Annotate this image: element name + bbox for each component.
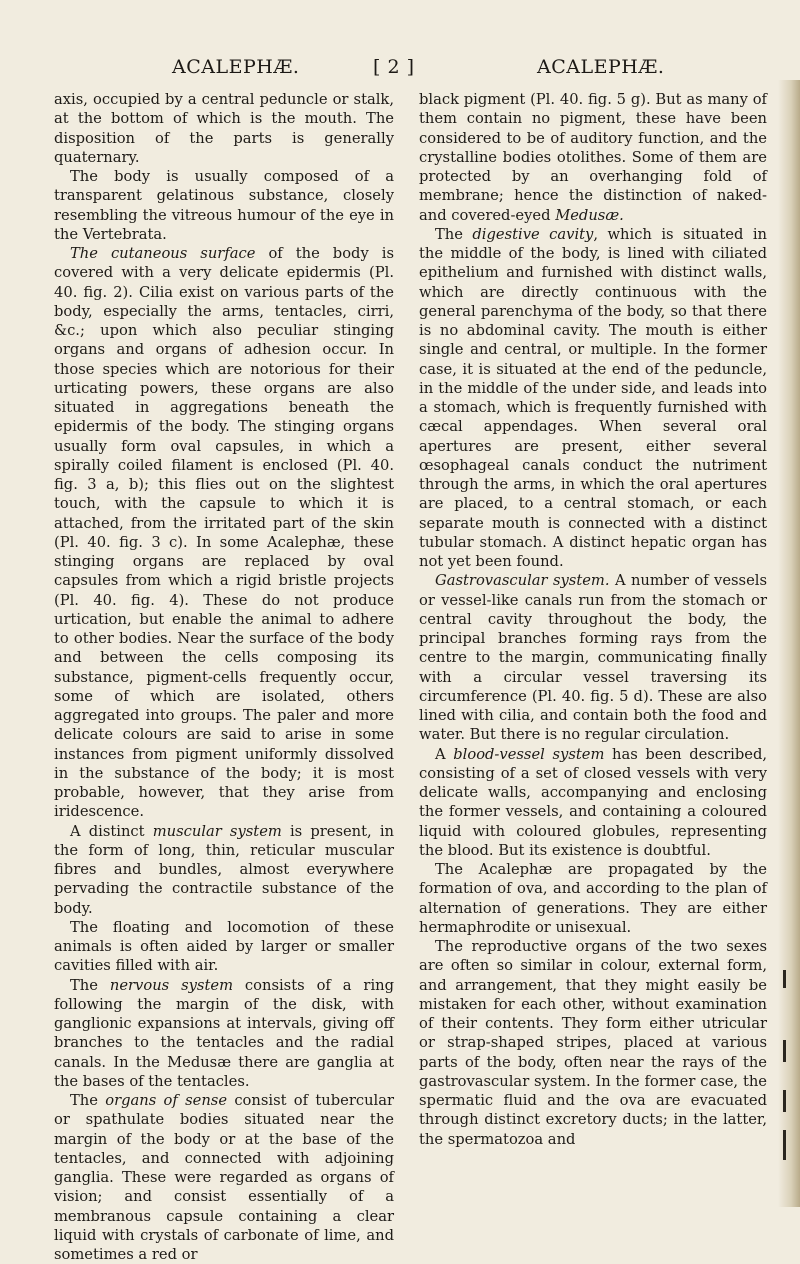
section-term: organs of sense <box>105 1092 228 1109</box>
paragraph-text: The <box>435 225 473 243</box>
section-term: digestive cavity <box>472 225 594 243</box>
page-number: [ 2 ] <box>373 56 415 78</box>
section-term: nervous system <box>109 976 233 994</box>
paragraph <box>419 225 767 572</box>
paragraph <box>54 1091 394 1264</box>
paragraph <box>419 90 767 225</box>
page-edge-mark <box>783 970 786 988</box>
section-term: The cutaneous surface <box>70 245 256 262</box>
paragraph-text: has been described, consisting of a set of closed vessels with very delicate walls, accompanying and enclosing the former vessels, and containing a coloured liquid with coloured globules, representing the blood. But its existence is doubtful. <box>419 745 768 859</box>
right-column <box>419 90 767 1149</box>
paragraph <box>54 822 394 918</box>
paragraph <box>419 745 767 861</box>
paragraph-text: is present, in the form of long, thin, reticular muscular fibres and bundles, almost everywhere pervading the contractile substance of the body. <box>54 822 394 917</box>
paragraph <box>54 976 394 1092</box>
left-column <box>54 90 394 1264</box>
page-edge-shadow <box>778 80 800 1207</box>
paragraph: The reproductive organs of the two sexes are often so similar in colour, external form, and arrangement, that they might easily be mistaken for each other, without examination of their contents. They form either utricular or strap-shaped stripes, placed at various parts of the body, often near the rays of the gastrovascular system. In the former case, the spermatic fluid and the ova are evacuated through distinct excretory ducts; in the latter, the spermatozoa and <box>419 938 767 1148</box>
paragraph <box>419 571 767 744</box>
paragraph-text: A number of vessels or vessel-like canals run from the stomach or central cavity throughout the body, the principal branches forming rays from the centre to the margin, communicating finally with a circular vessel traversing its circumference (Pl. 40. fig. 5 d). These are also lined with cilia, and contain both the food and water. But there is no regular circulation. <box>419 572 768 744</box>
running-header <box>0 56 800 88</box>
paragraph <box>54 244 394 822</box>
paragraph-text: A distinct <box>70 822 153 840</box>
paragraph-text: consists of a ring following the margin of the disk, with ganglionic expansions at intervals, giving off branches to the tentacles and the radial canals. In the Medusæ there are ganglia at the bases of the tentacles. <box>54 976 395 1090</box>
section-term: muscular system <box>152 822 282 840</box>
page-edge-mark <box>783 1040 786 1062</box>
page-edge-mark <box>783 1130 786 1160</box>
paragraph-text: A <box>435 745 454 763</box>
paragraph-text: consist of tubercular or spathulate bodies situated near the margin of the body or at the base of the tentacles, and connected with adjoining ganglia. These were regarded as organs of vision; and consist essentially of a membranous capsule containing a clear liquid with crystals of carbonate of lime, and sometimes a red or <box>54 1092 394 1263</box>
header-right-title: ACALEPHÆ. <box>537 56 665 78</box>
section-term: blood-vessel system <box>453 745 605 763</box>
section-term: Gastrovascular system. <box>435 572 610 590</box>
paragraph: The Acalephæ are propagated by the formation of ova, and according to the plan of alternation of generations. They are either hermaphrodite or unisexual. <box>419 861 767 936</box>
paragraph-text: , which is situated in the middle of the body, is lined with ciliated epithelium and furnished with distinct walls, which are directly continuous with the general parenchyma of the body, so that there is no abdominal cavity. The mouth is either single and central, or multiple. In the former case, it is situated at the end of the peduncle, in the middle of the under side, and leads into a stomach, which is frequently furnished with cæcal appendages. When several oral apertures are present, either several œsophageal canals conduct the nutriment through the arms, in which the oral apertures are placed, to a central stomach, or each separate mouth is connected with a distinct tubular stomach. A distinct hepatic organ has not yet been found. <box>419 225 767 570</box>
paragraph-text: of the body is covered with a very delicate epidermis (Pl. 40. fig. 2). Cilia exist on various parts of the body, especially the arms, tentacles, cirri, &c.; upon which also peculiar stinging organs and organs of adhesion occur. In those species which are notorious for their urticating powers, these organs are also situated in aggregations beneath the epidermis of the body. The stinging organs usually form oval capsules, in which a spirally coiled filament is enclosed (Pl. 40. fig. 3 a, b); this flies out on the slightest touch, with the capsule to which it is attached, from the irritated part of the skin (Pl. 40. fig. 3 c). In some Acalephæ, these stinging organs are replaced by oval capsules from which a rigid bristle projects (Pl. 40. fig. 4). These do not produce urtication, but enable the animal to adhere to other bodies. Near the surface of the body and between the cells composing its substance, pigment-cells frequently occur, some of which are isolated, others aggregated into groups. The paler and more delicate colours are said to arise in some instances from pigment uniformly dissolved in the substance of the body; it is most probable, however, that they arise from iridescence. <box>54 245 394 821</box>
section-term: Medusæ. <box>555 206 624 224</box>
paragraph: The body is usually composed of a transparent gelatinous substance, closely resembling the vitreous humour of the eye in the Vertebrata. <box>54 168 394 243</box>
paragraph-text: The <box>70 1092 106 1109</box>
header-left-title: ACALEPHÆ. <box>172 56 300 78</box>
paragraph: axis, occupied by a central peduncle or stalk, at the bottom of which is the mouth. The disposition of the parts is generally quaternary. <box>54 91 394 166</box>
page-edge-mark <box>783 1090 786 1112</box>
paragraph: The floating and locomotion of these animals is often aided by larger or smaller cavities filled with air. <box>54 918 394 975</box>
paragraph-text: The <box>70 976 110 994</box>
paragraph-text: black pigment (Pl. 40. fig. 5 g). But as many of them contain no pigment, these have been considered to be of auditory function, and the crystalline bodies otolithes. Some of them are protected by an overhanging fold of membrane; hence the distinction of naked- and covered-eyed <box>419 91 767 224</box>
